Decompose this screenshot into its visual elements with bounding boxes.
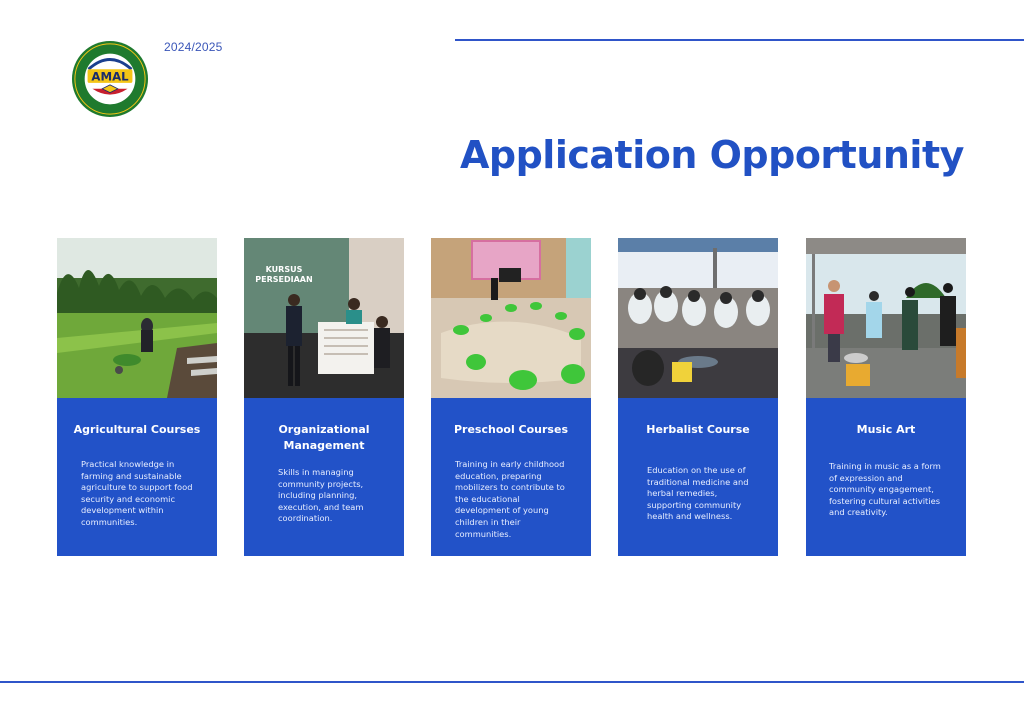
card-title: Organizational Management xyxy=(278,423,370,452)
card-description: Practical knowledge in farming and sustainable agriculture to support food security and economic development within communities. xyxy=(81,459,193,527)
amal-logo xyxy=(71,40,149,118)
card-title: Herbalist Course xyxy=(646,423,750,436)
card-description: Education on the use of traditional medicine and herbal remedies, supporting community health and wellness. xyxy=(647,465,749,522)
bottom-divider xyxy=(0,681,1024,683)
card-description: Training in early childhood education, preparing mobilizers to contribute to the educational development of young children in their communities. xyxy=(455,459,565,539)
herbal-workshop-photo xyxy=(618,238,778,398)
classroom-photo xyxy=(431,238,591,398)
card-title: Music Art xyxy=(856,423,916,436)
page-title: Application Opportunity xyxy=(460,133,964,177)
course-card-preschool xyxy=(431,238,591,556)
card-description: Skills in managing community projects, including planning, execution, and team coordination. xyxy=(278,467,364,524)
card-title: Agricultural Courses xyxy=(73,423,201,436)
year-label: 2024/2025 xyxy=(164,40,223,54)
top-divider xyxy=(455,39,1024,41)
course-card-music-art xyxy=(806,238,966,556)
svg-text:KURSUS: KURSUS xyxy=(265,265,303,274)
farm-field-photo xyxy=(57,238,217,398)
svg-text:PERSEDIAAN: PERSEDIAAN xyxy=(255,275,313,284)
course-card-herbalist xyxy=(618,238,778,556)
presentation-photo xyxy=(244,238,404,398)
music-group-photo xyxy=(806,238,966,398)
card-title: Preschool Courses xyxy=(453,423,568,436)
svg-text:AMAL: AMAL xyxy=(91,69,129,84)
course-card-organizational xyxy=(244,238,404,556)
card-description: Training in music as a form of expression and community engagement, fostering cultural activities and creativity. xyxy=(829,461,941,518)
course-card-agricultural xyxy=(57,238,217,556)
